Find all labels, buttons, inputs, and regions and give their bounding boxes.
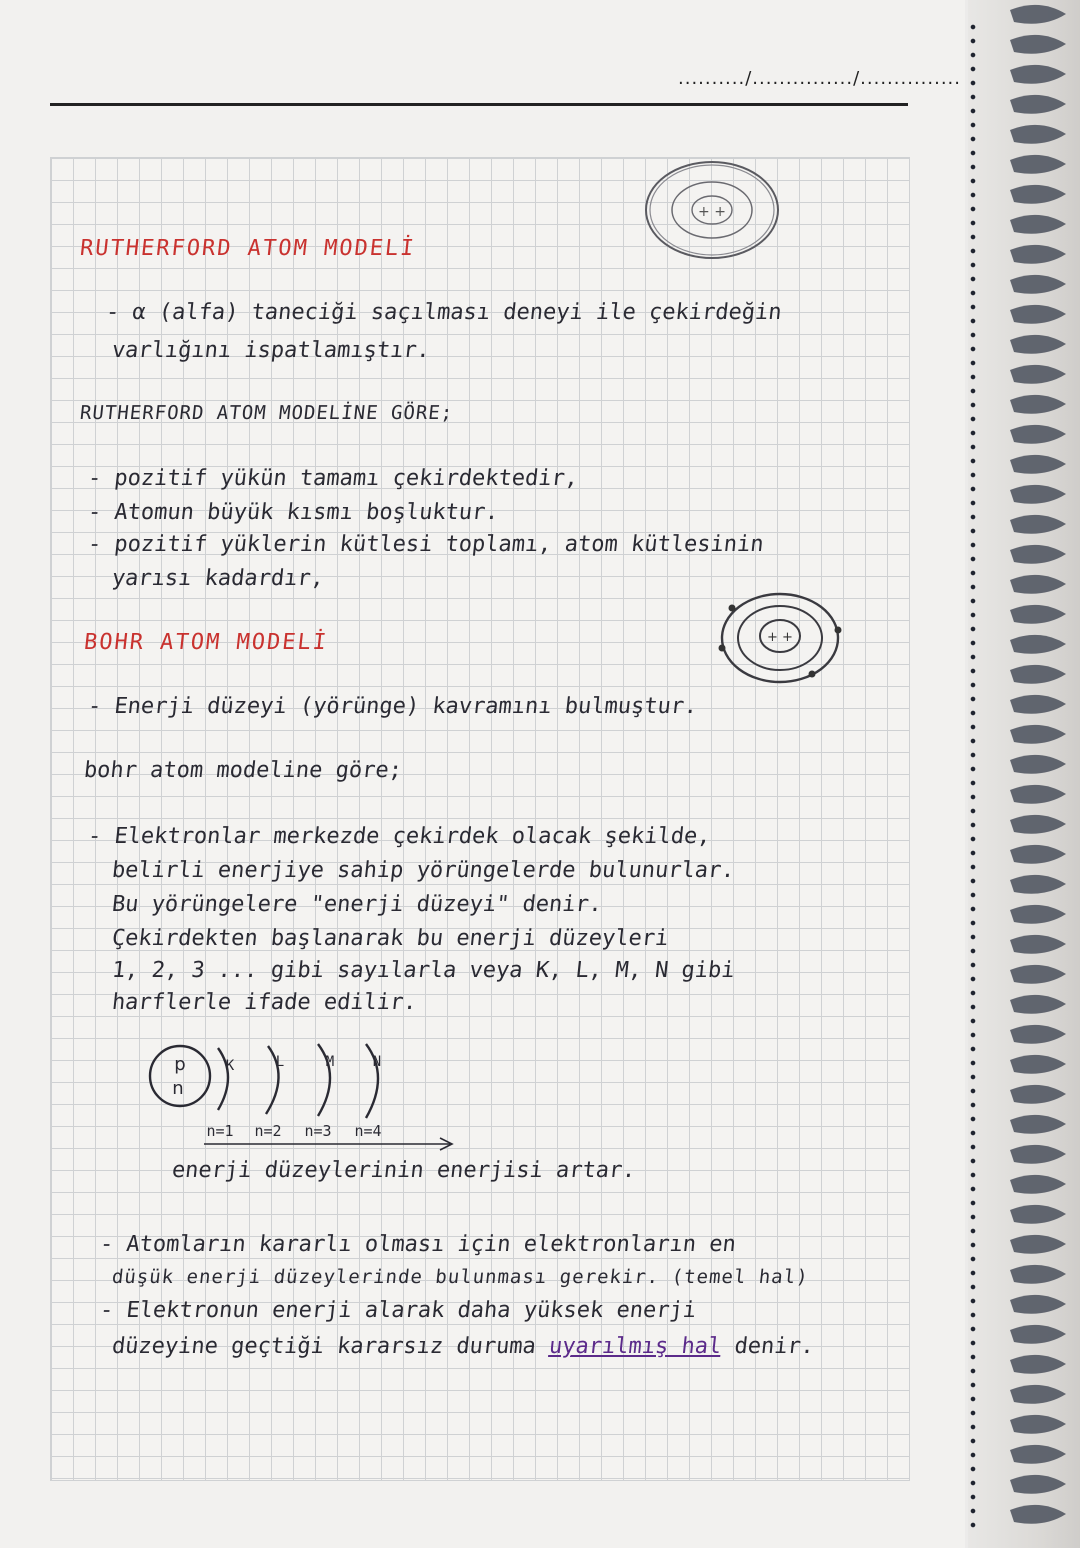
- spiral-ring: [1010, 575, 1066, 594]
- spiral-ring: [1010, 1205, 1066, 1224]
- spiral-ring: [1010, 1505, 1066, 1524]
- spiral-ring: [1010, 155, 1066, 174]
- shell-label-n: N: [372, 1054, 382, 1070]
- spiral-ring: [1010, 5, 1066, 24]
- spiral-ring: [1010, 1055, 1066, 1074]
- spiral-ring: [1010, 665, 1066, 684]
- spiral-ring: [1010, 545, 1066, 564]
- spiral-ring: [1010, 515, 1066, 534]
- spiral-ring: [1010, 395, 1066, 414]
- spiral-ring: [1010, 875, 1066, 894]
- binding-holes: [970, 20, 976, 1530]
- spiral-ring: [1010, 725, 1066, 744]
- closing-line-2: düşük enerji düzeylerinde bulunması gerekir. (temel hal): [110, 1266, 810, 1288]
- spiral-ring: [1010, 995, 1066, 1014]
- spiral-ring: [1010, 905, 1066, 924]
- spiral-ring: [1010, 695, 1066, 714]
- spiral-ring: [1010, 305, 1066, 324]
- diagram-caption: enerji düzeylerinin enerjisi artar.: [170, 1158, 637, 1183]
- spiral-ring: [1010, 1385, 1066, 1404]
- spiral-rings: [1000, 0, 1080, 1548]
- spiral-ring: [1010, 605, 1066, 624]
- spiral-ring: [1010, 455, 1066, 474]
- spiral-ring: [1010, 1445, 1066, 1464]
- spiral-ring: [1010, 365, 1066, 384]
- spiral-ring: [1010, 35, 1066, 54]
- rutherford-bullet-1: - pozitif yükün tamamı çekirdektedir,: [86, 466, 580, 491]
- spiral-ring: [1010, 965, 1066, 984]
- rutherford-nucleus-sign: + +: [698, 204, 726, 220]
- spiral-ring: [1010, 935, 1066, 954]
- spiral-ring: [1010, 425, 1066, 444]
- spiral-ring: [1010, 815, 1066, 834]
- spiral-ring: [1010, 1175, 1066, 1194]
- bohr-para-3: Bu yörüngelere "enerji düzeyi" denir.: [110, 892, 604, 917]
- spiral-ring: [1010, 1475, 1066, 1494]
- bohr-nucleus-sign: + +: [767, 630, 793, 645]
- date-field: ........../.............../...............: [678, 68, 961, 89]
- shell-label-l: L: [275, 1054, 285, 1070]
- rutherford-subtitle: RUTHERFORD ATOM MODELİNE GÖRE;: [78, 402, 455, 424]
- spiral-ring: [1010, 785, 1066, 804]
- level-label-1: n=1: [206, 1122, 234, 1140]
- spiral-ring: [1010, 755, 1066, 774]
- spiral-ring: [1010, 1355, 1066, 1374]
- rutherford-atom-drawing: [640, 158, 790, 268]
- level-label-3: n=3: [304, 1122, 332, 1140]
- closing-line-1: - Atomların kararlı olması için elektronların en: [98, 1232, 738, 1257]
- spiral-ring: [1010, 635, 1066, 654]
- bohr-para-6: harflerle ifade edilir.: [110, 990, 418, 1015]
- spiral-ring: [1010, 275, 1066, 294]
- spiral-ring: [1010, 1235, 1066, 1254]
- energy-levels-diagram: [140, 1040, 480, 1170]
- spiral-ring: [1010, 245, 1066, 264]
- closing-line-4: [111, 1334, 816, 1359]
- spiral-ring: [1010, 185, 1066, 204]
- bohr-line-1: - Enerji düzeyi (yörünge) kavramını bulmuştur.: [86, 694, 699, 719]
- spiral-ring: [1010, 1085, 1066, 1104]
- bohr-para-1: - Elektronlar merkezde çekirdek olacak şekilde,: [86, 824, 712, 849]
- rutherford-bullet-2: - Atomun büyük kısmı boşluktur.: [86, 500, 500, 525]
- spiral-ring: [1010, 1145, 1066, 1164]
- rutherford-bullet-3-cont: yarısı kadardır,: [110, 566, 326, 591]
- level-label-2: n=2: [254, 1122, 282, 1140]
- header-rule: [50, 103, 908, 106]
- bohr-para-2: belirli enerjiye sahip yörüngelerde bulunurlar.: [110, 858, 736, 883]
- rutherford-line-2: varlığını ispatlamıştır.: [110, 338, 432, 363]
- closing-line-4-end: denir.: [733, 1334, 816, 1359]
- shell-label-k: K: [225, 1058, 235, 1074]
- bohr-subtitle: bohr atom modeline göre;: [82, 758, 404, 783]
- closing-line-3: - Elektronun enerji alarak daha yüksek enerji: [98, 1298, 698, 1323]
- nucleus-p-label: p: [174, 1054, 186, 1075]
- bohr-para-5: 1, 2, 3 ... gibi sayılarla veya K, L, M, N gibi: [110, 958, 736, 983]
- nucleus-n-label: n: [172, 1078, 184, 1099]
- spiral-ring: [1010, 215, 1066, 234]
- bohr-atom-drawing: [712, 588, 862, 698]
- spiral-ring: [1010, 485, 1066, 504]
- rutherford-title: RUTHERFORD ATOM MODELİ: [78, 236, 417, 261]
- spiral-ring: [1010, 335, 1066, 354]
- closing-line-4-start: düzeyine geçtiği kararsız duruma: [110, 1334, 538, 1359]
- spiral-ring: [1010, 65, 1066, 84]
- rutherford-line-1: - α (alfa) taneciği saçılması deneyi ile çekirdeğin: [104, 300, 783, 325]
- spiral-ring: [1010, 125, 1066, 144]
- bohr-para-4: Çekirdekten başlanarak bu enerji düzeyleri: [110, 926, 670, 951]
- spiral-ring: [1010, 1025, 1066, 1044]
- spiral-ring: [1010, 1325, 1066, 1344]
- spiral-ring: [1010, 845, 1066, 864]
- level-label-4: n=4: [354, 1122, 382, 1140]
- shell-label-m: M: [325, 1054, 335, 1070]
- closing-line-4-term: uyarılmış hal: [547, 1334, 723, 1359]
- bohr-title: BOHR ATOM MODELİ: [82, 630, 330, 655]
- spiral-ring: [1010, 1295, 1066, 1314]
- spiral-ring: [1010, 1115, 1066, 1134]
- spiral-ring: [1010, 95, 1066, 114]
- rutherford-bullet-3: - pozitif yüklerin kütlesi toplamı, atom kütlesinin: [86, 532, 765, 557]
- spiral-ring: [1010, 1265, 1066, 1284]
- spiral-ring: [1010, 1415, 1066, 1434]
